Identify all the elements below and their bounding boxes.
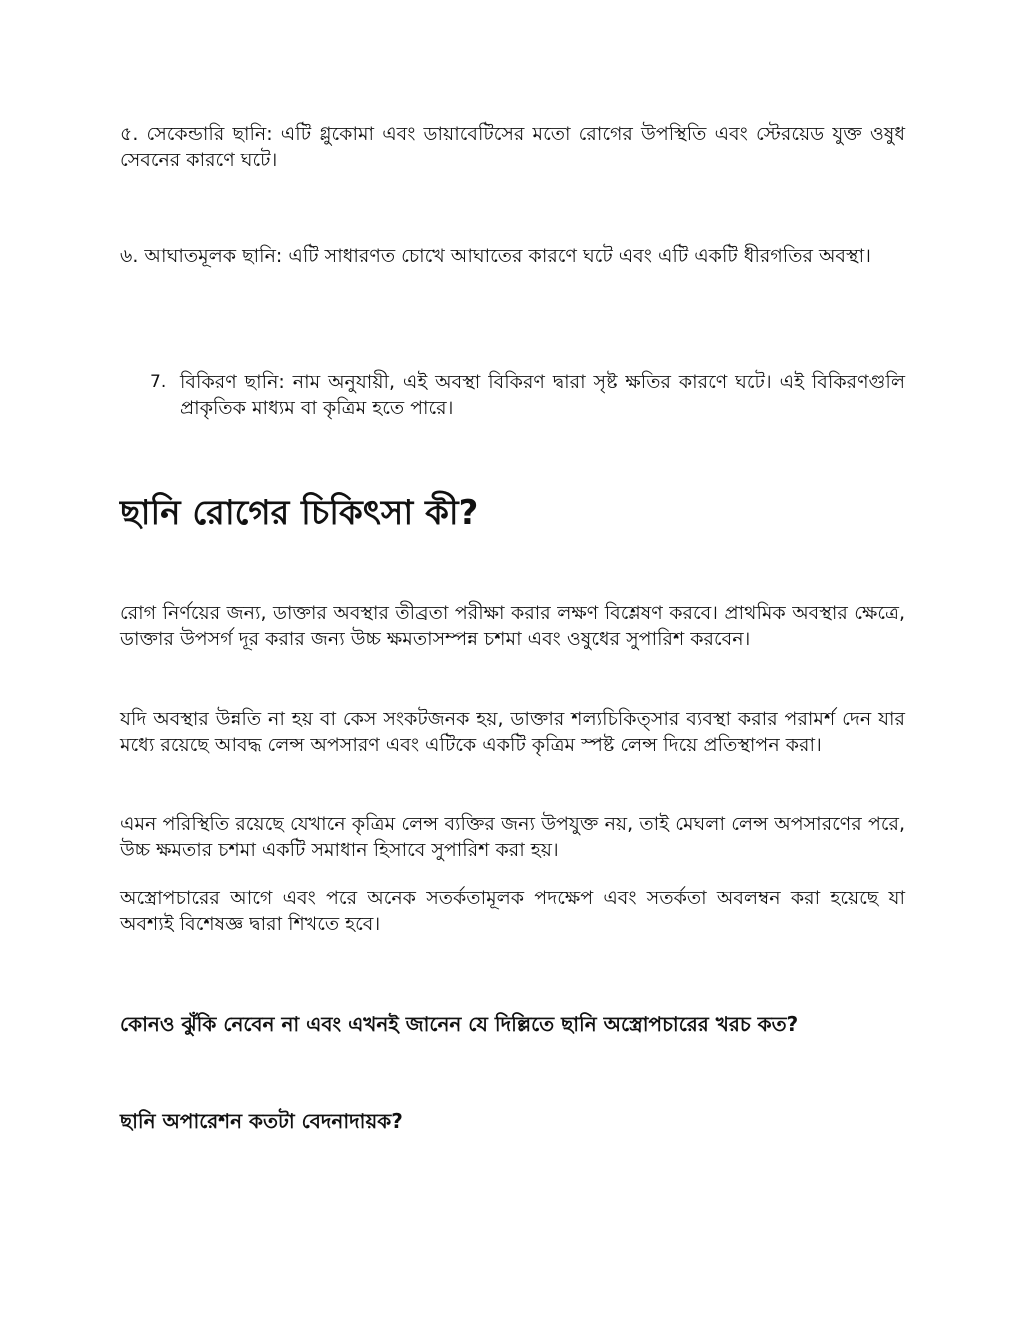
- treatment-paragraph-3: এমন পরিস্থিতি রয়েছে যেখানে কৃত্রিম লেন্স ব্যক্তির জন্য উপযুক্ত নয়, তাই মেঘলা লেন্স অপসারণের পরে, উচ্চ ক্ষমতার চশমা একটি সমাধান হিসাবে সুপারিশ করা হয়।: [120, 813, 905, 861]
- list-item-secondary-cataract: ৫. সেকেন্ডারি ছানি: এটি গ্লুকোমা এবং ডায়াবেটিসের মতো রোগের উপস্থিতি এবং স্টেরয়েড যুক্ত ওষুধ সেবনের কারণে ঘটে।: [120, 123, 905, 171]
- pain-heading: ছানি অপারেশন কতটা বেদনাদায়ক?: [120, 1109, 403, 1133]
- list-item-traumatic-cataract: ৬. আঘাতমূলক ছানি: এটি সাধারণত চোখে আঘাতের কারণে ঘটে এবং এটি একটি ধীরগতির অবস্থা।: [120, 245, 871, 267]
- treatment-paragraph-2: যদি অবস্থার উন্নতি না হয় বা কেস সংকটজনক হয়, ডাক্তার শল্যচিকিত্সার ব্যবস্থা করার পরামর্শ দেন যার মধ্যে রয়েছে আবদ্ধ লেন্স অপসারণ এবং এটিকে একটি কৃত্রিম স্পষ্ট লেন্স দিয়ে প্রতিস্থাপন করা।: [120, 708, 905, 756]
- treatment-paragraph-4: অস্ত্রোপচারের আগে এবং পরে অনেক সতর্কতামূলক পদক্ষেপ এবং সতর্কতা অবলম্বন করা হয়েছে যা অবশ্যই বিশেষজ্ঞ দ্বারা শিখতে হবে।: [120, 887, 905, 935]
- list-number: 7.: [150, 372, 167, 392]
- list-item-radiation-cataract: [150, 369, 905, 421]
- treatment-heading: ছানি রোগের চিকিৎসা কী?: [120, 493, 479, 533]
- list-item-text: বিকিরণ ছানি: নাম অনুযায়ী, এই অবস্থা বিকিরণ দ্বারা সৃষ্ট ক্ষতির কারণে ঘটে। এই বিকিরণগুলি প্রাকৃতিক মাধ্যম বা কৃত্রিম হতে পারে।: [180, 371, 905, 419]
- cost-heading: কোনও ঝুঁকি নেবেন না এবং এখনই জানেন যে দিল্লিতে ছানি অস্ত্রোপচারের খরচ কত?: [120, 1012, 799, 1036]
- treatment-paragraph-1: রোগ নির্ণয়ের জন্য, ডাক্তার অবস্থার তীব্রতা পরীক্ষা করার লক্ষণ বিশ্লেষণ করবে। প্রাথমিক অবস্থার ক্ষেত্রে, ডাক্তার উপসর্গ দূর করার জন্য উচ্চ ক্ষমতাসম্পন্ন চশমা এবং ওষুধের সুপারিশ করবেন।: [120, 602, 905, 650]
